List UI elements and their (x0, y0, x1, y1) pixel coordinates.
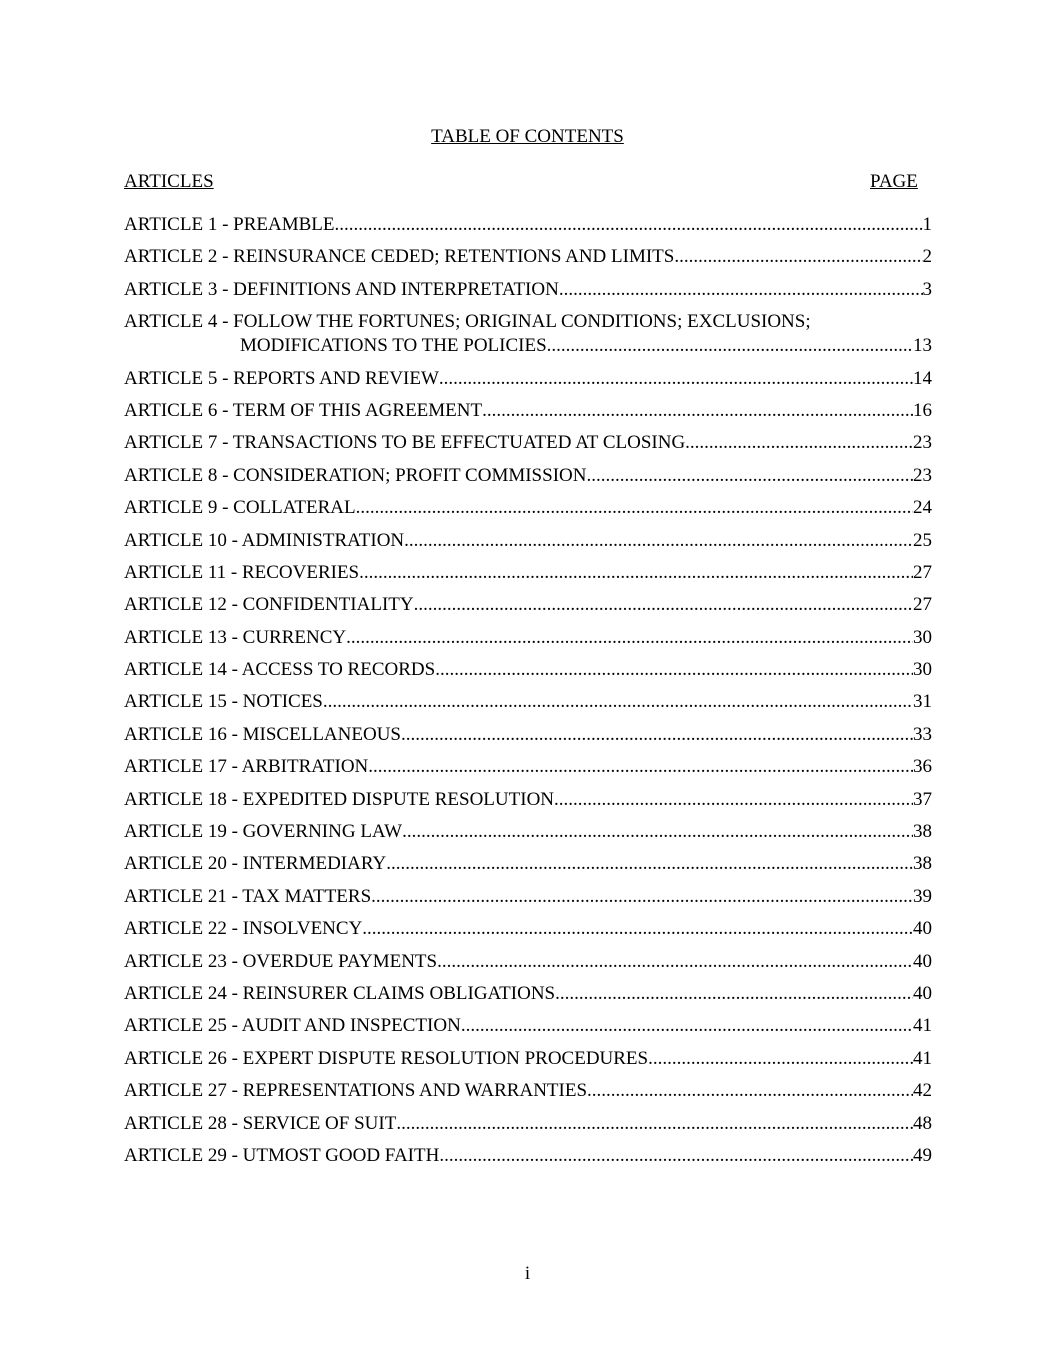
toc-entry[interactable] (124, 310, 932, 358)
dot-leader (461, 1014, 913, 1038)
page-title: TABLE OF CONTENTS (431, 126, 624, 147)
dot-leader (435, 658, 913, 682)
toc-entry[interactable] (124, 755, 932, 779)
toc-entry-label: ARTICLE 15 - NOTICES (124, 691, 323, 713)
page-number: i (524, 1263, 531, 1284)
toc-entry-page: 40 (913, 918, 932, 940)
dot-leader (674, 245, 922, 269)
dot-leader (362, 917, 913, 941)
toc-entry[interactable] (124, 213, 932, 237)
toc-entry-label: ARTICLE 19 - GOVERNING LAW (124, 821, 403, 843)
toc-entry-page: 16 (913, 399, 932, 421)
toc-entry-page: 30 (913, 659, 932, 681)
dot-leader (482, 399, 913, 423)
toc-entry-page: 31 (913, 691, 932, 713)
toc-entry-label: ARTICLE 29 - UTMOST GOOD FAITH (124, 1144, 440, 1166)
toc-entry-page: 38 (913, 853, 932, 875)
dot-leader (554, 788, 913, 812)
dot-leader (439, 1144, 913, 1168)
dot-leader (404, 529, 913, 553)
toc-entry[interactable] (124, 820, 932, 844)
toc-entry-label: ARTICLE 18 - EXPEDITED DISPUTE RESOLUTION (124, 788, 555, 810)
dot-leader (559, 278, 923, 302)
dot-leader (401, 723, 913, 747)
dot-leader (685, 431, 913, 455)
toc-entry-page: 1 (922, 214, 932, 235)
toc-entry-page: 39 (913, 885, 932, 907)
toc-entry[interactable] (124, 1079, 932, 1103)
toc-entry-label: ARTICLE 28 - SERVICE OF SUIT (124, 1112, 397, 1134)
toc-entry-page: 23 (913, 464, 932, 486)
toc-entry[interactable] (124, 431, 932, 455)
toc-entry-label: ARTICLE 17 - ARBITRATION (124, 756, 369, 778)
toc-entry-page: 3 (922, 278, 932, 300)
toc-entry-label: ARTICLE 24 - REINSURER CLAIMS OBLIGATIONS (124, 982, 556, 1004)
dot-leader (323, 690, 913, 714)
dot-leader (356, 496, 913, 520)
dot-leader (587, 1079, 913, 1103)
dot-leader (439, 367, 913, 391)
toc-entry[interactable] (124, 245, 932, 269)
toc-entry[interactable] (124, 1047, 932, 1071)
toc-entry[interactable] (124, 885, 932, 909)
toc-entry[interactable] (124, 561, 932, 585)
toc-entry[interactable] (124, 464, 932, 488)
toc-entry-label: ARTICLE 13 - CURRENCY (124, 626, 347, 648)
toc-entry-page: 41 (913, 1047, 932, 1069)
page-column-header: PAGE (870, 171, 918, 192)
toc-entry-page: 30 (913, 626, 932, 648)
toc-entry-label: ARTICLE 16 - MISCELLANEOUS (124, 723, 401, 745)
toc-entry-label: ARTICLE 9 - COLLATERAL (124, 497, 356, 519)
toc-entry[interactable] (124, 917, 932, 941)
toc-entry[interactable] (124, 950, 932, 974)
dot-leader (402, 820, 913, 844)
toc-entry[interactable] (124, 788, 932, 812)
toc-entry[interactable] (124, 367, 932, 391)
dot-leader (386, 852, 913, 876)
dot-leader (555, 982, 913, 1006)
toc-entry-label: ARTICLE 22 - INSOLVENCY (124, 918, 363, 940)
toc-entry[interactable] (124, 496, 932, 520)
toc-entry[interactable] (124, 1144, 932, 1168)
toc-entry-page: 37 (913, 788, 932, 810)
toc-entry-page: 2 (922, 246, 932, 268)
toc-entry-page: 41 (913, 1015, 932, 1037)
toc-entry[interactable] (124, 278, 932, 302)
toc-entry-label: ARTICLE 27 - REPRESENTATIONS AND WARRANTIES (124, 1080, 588, 1102)
toc-entry-page: 48 (913, 1112, 932, 1134)
toc-entry-label: ARTICLE 6 - TERM OF THIS AGREEMENT (124, 399, 483, 421)
toc-entry[interactable] (124, 982, 932, 1006)
toc-entry[interactable] (124, 1112, 932, 1136)
toc-entry-page: 24 (913, 497, 932, 519)
dot-leader (371, 885, 913, 909)
toc-entry[interactable] (124, 529, 932, 553)
dot-leader (396, 1112, 913, 1136)
toc-entry-page: 25 (913, 529, 932, 551)
toc-entry-label: ARTICLE 11 - RECOVERIES (124, 561, 360, 583)
toc-entry-label: ARTICLE 26 - EXPERT DISPUTE RESOLUTION PROCEDURES (124, 1047, 649, 1069)
dot-leader (414, 593, 913, 617)
toc-entry-page: 23 (913, 432, 932, 454)
toc-entry[interactable] (124, 593, 932, 617)
toc-entry[interactable] (124, 399, 932, 423)
toc-entry-label: ARTICLE 25 - AUDIT AND INSPECTION (124, 1015, 461, 1037)
toc-entry-page: 13 (913, 335, 932, 357)
dot-leader (648, 1047, 913, 1071)
articles-column-header: ARTICLES (124, 171, 214, 192)
dot-leader (346, 626, 913, 650)
toc-entry-page: 42 (913, 1080, 932, 1102)
toc-entry-label: ARTICLE 21 - TAX MATTERS (124, 885, 372, 907)
toc-entry-page: 38 (913, 821, 932, 843)
toc-entry-page: 49 (913, 1144, 932, 1166)
toc-entry[interactable] (124, 1014, 932, 1038)
toc-entry[interactable] (124, 658, 932, 682)
toc-entry-page: 40 (913, 982, 932, 1004)
dot-leader (547, 334, 913, 358)
toc-entry[interactable] (124, 626, 932, 650)
toc-entry[interactable] (124, 723, 932, 747)
toc-entry-label: ARTICLE 8 - CONSIDERATION; PROFIT COMMISSION (124, 464, 587, 486)
toc-entry-page: 33 (913, 723, 932, 745)
toc-entry-page: 27 (913, 594, 932, 616)
dot-leader (335, 213, 923, 237)
dot-leader (586, 464, 913, 488)
toc-entry-label: ARTICLE 14 - ACCESS TO RECORDS (124, 659, 436, 681)
toc-list (124, 213, 932, 1176)
toc-entry-page: 27 (913, 561, 932, 583)
dot-leader (368, 755, 913, 779)
toc-entry[interactable] (124, 690, 932, 714)
dot-leader (437, 950, 913, 974)
toc-entry[interactable] (124, 852, 932, 876)
toc-entry-label: ARTICLE 20 - INTERMEDIARY (124, 853, 387, 875)
dot-leader (359, 561, 913, 585)
toc-entry-label-continuation: MODIFICATIONS TO THE POLICIES (240, 335, 547, 357)
toc-entry-label: ARTICLE 23 - OVERDUE PAYMENTS (124, 950, 438, 972)
toc-entry-label: ARTICLE 1 - PREAMBLE (124, 214, 335, 235)
toc-entry-page: 40 (913, 950, 932, 972)
toc-entry-label: ARTICLE 3 - DEFINITIONS AND INTERPRETATION (124, 278, 559, 300)
toc-entry-label: ARTICLE 5 - REPORTS AND REVIEW (124, 367, 439, 389)
toc-entry-label: ARTICLE 10 - ADMINISTRATION (124, 529, 405, 551)
toc-entry-label: ARTICLE 12 - CONFIDENTIALITY (124, 594, 414, 616)
toc-entry-label: ARTICLE 2 - REINSURANCE CEDED; RETENTIONS AND LIMITS (124, 246, 675, 268)
toc-entry-label: ARTICLE 7 - TRANSACTIONS TO BE EFFECTUATED AT CLOSING (124, 432, 686, 454)
toc-entry-label: ARTICLE 4 - FOLLOW THE FORTUNES; ORIGINAL CONDITIONS; EXCLUSIONS; (124, 311, 811, 333)
toc-entry-page: 36 (913, 756, 932, 778)
toc-entry-page: 14 (913, 367, 932, 389)
